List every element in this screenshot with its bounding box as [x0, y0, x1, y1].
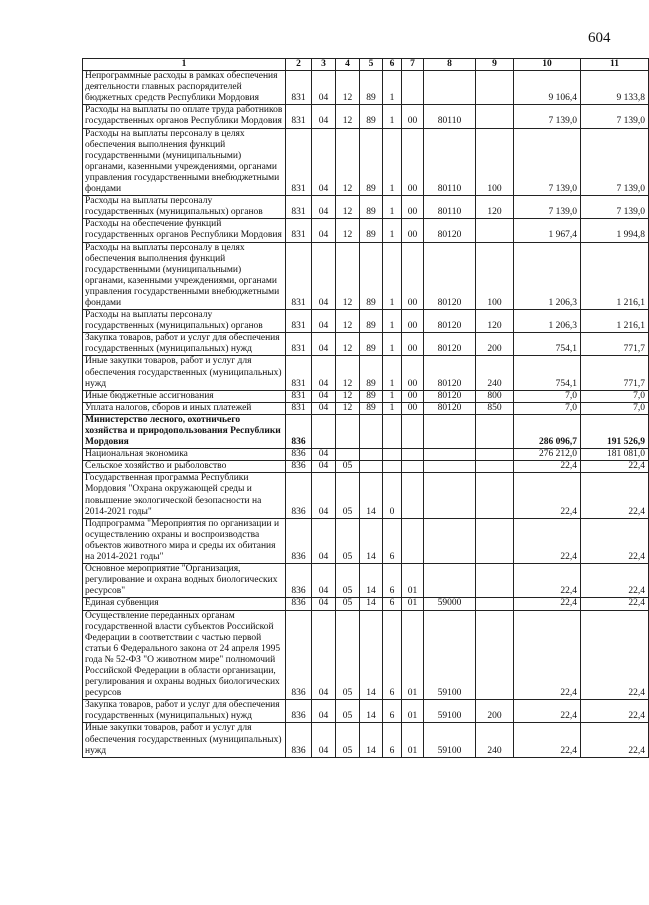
row-amount-year2: 22,4: [581, 564, 649, 598]
row-expense-type: 100: [476, 242, 514, 310]
row-subsection: 12: [336, 128, 360, 196]
row-subsection: 05: [336, 564, 360, 598]
row-subsection: 12: [336, 242, 360, 310]
row-expense-type: [476, 105, 514, 128]
row-expense-type: 200: [476, 700, 514, 723]
table-row: [83, 610, 649, 700]
row-subprogram: 6: [383, 700, 402, 723]
table-row: [83, 473, 649, 518]
row-code: 836: [286, 723, 312, 757]
table-row: [83, 402, 649, 414]
row-expense-type: 120: [476, 196, 514, 219]
table-row: [83, 105, 649, 128]
row-direction: 59100: [424, 610, 476, 700]
row-subprogram: 1: [383, 105, 402, 128]
row-subprogram: 1: [383, 390, 402, 402]
row-name: Единая субвенция: [83, 598, 286, 610]
row-code: 836: [286, 461, 312, 473]
row-name: Расходы на выплаты персоналу государственных (муниципальных) органов: [83, 310, 286, 333]
row-section: 04: [312, 461, 336, 473]
row-expense-type: [476, 449, 514, 461]
row-amount-year2: 191 526,9: [581, 414, 649, 448]
row-amount-year2: 1 994,8: [581, 219, 649, 242]
row-expense-type: [476, 414, 514, 448]
row-amount-year1: 22,4: [514, 564, 581, 598]
row-subprogram: 6: [383, 598, 402, 610]
row-program: 89: [360, 71, 383, 105]
row-subprogram: 1: [383, 196, 402, 219]
row-section: [312, 414, 336, 448]
column-header: 5: [360, 59, 383, 71]
column-header: 7: [402, 59, 424, 71]
row-activity: 00: [402, 219, 424, 242]
row-expense-type: [476, 219, 514, 242]
row-amount-year1: 1 967,4: [514, 219, 581, 242]
row-direction: 80120: [424, 390, 476, 402]
row-code: 836: [286, 473, 312, 518]
row-amount-year2: 22,4: [581, 723, 649, 757]
row-section: 04: [312, 105, 336, 128]
row-expense-type: [476, 610, 514, 700]
row-code: 831: [286, 402, 312, 414]
row-amount-year1: 286 096,7: [514, 414, 581, 448]
row-section: 04: [312, 71, 336, 105]
row-code: 836: [286, 449, 312, 461]
row-activity: 00: [402, 390, 424, 402]
row-activity: 00: [402, 128, 424, 196]
row-expense-type: [476, 473, 514, 518]
row-section: 04: [312, 598, 336, 610]
row-activity: 01: [402, 598, 424, 610]
row-subsection: 12: [336, 71, 360, 105]
row-subsection: 05: [336, 610, 360, 700]
row-code: 836: [286, 598, 312, 610]
row-activity: [402, 71, 424, 105]
row-name: Сельское хозяйство и рыболовство: [83, 461, 286, 473]
table-row: [83, 564, 649, 598]
row-amount-year2: 181 081,0: [581, 449, 649, 461]
row-subsection: [336, 449, 360, 461]
table-header-row: [83, 59, 649, 71]
row-expense-type: [476, 71, 514, 105]
row-direction: [424, 414, 476, 448]
table-row: [83, 196, 649, 219]
row-direction: 80120: [424, 356, 476, 390]
row-name: Осуществление переданных органам государственной власти субъектов Российской Федерации в соответствии с частью первой статьи 6 Федерального закона от 24 апреля 1995 года № 52-ФЗ "О животном мире" полномочий Российской Федерации в области организации, регулирования и охраны водных биологических ресурсов: [83, 610, 286, 700]
row-code: 831: [286, 333, 312, 356]
row-name: Расходы на обеспечение функций государственных органов Республики Мордовия: [83, 219, 286, 242]
row-program: 89: [360, 333, 383, 356]
row-amount-year2: 9 133,8: [581, 71, 649, 105]
row-code: 831: [286, 71, 312, 105]
row-direction: 80110: [424, 105, 476, 128]
table-row: [83, 71, 649, 105]
row-section: 04: [312, 196, 336, 219]
row-subsection: 05: [336, 700, 360, 723]
row-program: 89: [360, 402, 383, 414]
row-name: Расходы на выплаты по оплате труда работников государственных органов Республики Мордовия: [83, 105, 286, 128]
row-amount-year1: 22,4: [514, 598, 581, 610]
row-direction: 80110: [424, 128, 476, 196]
row-section: 04: [312, 723, 336, 757]
table-row: [83, 356, 649, 390]
column-header: 3: [312, 59, 336, 71]
row-expense-type: 100: [476, 128, 514, 196]
row-activity: 01: [402, 610, 424, 700]
row-activity: [402, 518, 424, 563]
row-amount-year1: 22,4: [514, 700, 581, 723]
row-direction: [424, 449, 476, 461]
row-activity: 00: [402, 196, 424, 219]
row-section: 04: [312, 310, 336, 333]
row-name: Основное мероприятие "Организация, регулирование и охрана водных биологических ресурсов": [83, 564, 286, 598]
row-amount-year1: 22,4: [514, 461, 581, 473]
row-program: 14: [360, 723, 383, 757]
row-subsection: 12: [336, 356, 360, 390]
row-activity: 01: [402, 700, 424, 723]
budget-table: [82, 58, 649, 758]
row-name: Государственная программа Республики Мордовия "Охрана окружающей среды и повышение экологической безопасности на 2014-2021 годы": [83, 473, 286, 518]
row-subprogram: 1: [383, 242, 402, 310]
row-amount-year1: 7 139,0: [514, 196, 581, 219]
row-subprogram: 6: [383, 610, 402, 700]
row-program: [360, 414, 383, 448]
row-code: 836: [286, 610, 312, 700]
row-direction: 80120: [424, 219, 476, 242]
row-subsection: 12: [336, 310, 360, 333]
row-amount-year2: 22,4: [581, 518, 649, 563]
row-subsection: 12: [336, 196, 360, 219]
row-section: 04: [312, 518, 336, 563]
row-section: 04: [312, 128, 336, 196]
row-activity: [402, 461, 424, 473]
row-subprogram: 0: [383, 473, 402, 518]
column-header: 10: [514, 59, 581, 71]
row-expense-type: [476, 564, 514, 598]
row-name: Непрограммные расходы в рамках обеспечения деятельности главных распорядителей бюджетных средств Республики Мордовия: [83, 71, 286, 105]
row-expense-type: [476, 461, 514, 473]
row-activity: [402, 449, 424, 461]
row-expense-type: 200: [476, 333, 514, 356]
table-row: [83, 414, 649, 448]
row-amount-year1: 7,0: [514, 390, 581, 402]
row-amount-year2: 7,0: [581, 402, 649, 414]
row-amount-year2: 7 139,0: [581, 105, 649, 128]
table-row: [83, 333, 649, 356]
row-expense-type: [476, 518, 514, 563]
row-amount-year1: 9 106,4: [514, 71, 581, 105]
row-expense-type: 240: [476, 723, 514, 757]
row-subprogram: 1: [383, 128, 402, 196]
row-activity: 01: [402, 564, 424, 598]
row-direction: 80120: [424, 402, 476, 414]
row-amount-year2: 22,4: [581, 598, 649, 610]
table-row: [83, 242, 649, 310]
row-subsection: 12: [336, 219, 360, 242]
row-name: Закупка товаров, работ и услуг для обеспечения государственных (муниципальных) нужд: [83, 700, 286, 723]
row-subsection: 05: [336, 598, 360, 610]
row-subprogram: 6: [383, 723, 402, 757]
table-row: [83, 310, 649, 333]
table-row: [83, 700, 649, 723]
row-code: 831: [286, 356, 312, 390]
row-section: 04: [312, 610, 336, 700]
row-section: 04: [312, 242, 336, 310]
row-activity: 00: [402, 310, 424, 333]
row-section: 04: [312, 402, 336, 414]
column-header: 9: [476, 59, 514, 71]
row-program: 89: [360, 390, 383, 402]
row-code: 831: [286, 105, 312, 128]
row-amount-year1: 22,4: [514, 518, 581, 563]
row-code: 831: [286, 310, 312, 333]
row-subprogram: 6: [383, 518, 402, 563]
table-row: [83, 219, 649, 242]
row-code: 831: [286, 390, 312, 402]
row-program: 14: [360, 564, 383, 598]
table-row: [83, 461, 649, 473]
row-program: 89: [360, 128, 383, 196]
row-subprogram: 1: [383, 219, 402, 242]
row-program: 89: [360, 356, 383, 390]
row-amount-year2: 22,4: [581, 700, 649, 723]
row-subprogram: 1: [383, 356, 402, 390]
row-subsection: 12: [336, 402, 360, 414]
row-direction: 59000: [424, 598, 476, 610]
row-activity: 00: [402, 242, 424, 310]
row-amount-year2: 771,7: [581, 356, 649, 390]
row-program: 89: [360, 310, 383, 333]
row-name: Иные бюджетные ассигнования: [83, 390, 286, 402]
row-amount-year1: 1 206,3: [514, 310, 581, 333]
row-amount-year1: 1 206,3: [514, 242, 581, 310]
row-program: 14: [360, 610, 383, 700]
row-activity: [402, 414, 424, 448]
row-subsection: [336, 414, 360, 448]
row-amount-year2: 1 216,1: [581, 310, 649, 333]
column-header: 1: [83, 59, 286, 71]
row-name: Расходы на выплаты персоналу государственных (муниципальных) органов: [83, 196, 286, 219]
row-program: 89: [360, 219, 383, 242]
row-activity: 00: [402, 402, 424, 414]
row-subprogram: [383, 449, 402, 461]
row-program: 14: [360, 598, 383, 610]
row-direction: 80120: [424, 333, 476, 356]
column-header: 11: [581, 59, 649, 71]
row-subsection: 12: [336, 333, 360, 356]
row-name: Уплата налогов, сборов и иных платежей: [83, 402, 286, 414]
table-row: [83, 518, 649, 563]
row-direction: [424, 473, 476, 518]
row-subsection: 05: [336, 473, 360, 518]
row-program: [360, 449, 383, 461]
row-expense-type: 800: [476, 390, 514, 402]
row-expense-type: [476, 598, 514, 610]
row-name: Иные закупки товаров, работ и услуг для обеспечения государственных (муниципальных) нужд: [83, 356, 286, 390]
row-amount-year1: 22,4: [514, 723, 581, 757]
row-amount-year2: 7 139,0: [581, 128, 649, 196]
row-name: Национальная экономика: [83, 449, 286, 461]
row-expense-type: 120: [476, 310, 514, 333]
row-name: Иные закупки товаров, работ и услуг для обеспечения государственных (муниципальных) нужд: [83, 723, 286, 757]
row-amount-year2: 22,4: [581, 473, 649, 518]
row-name: Расходы на выплаты персоналу в целях обеспечения выполнения функций государственными (муниципальными) органами, казенными учреждениями, органами управления государственными внебюджетными фондами: [83, 128, 286, 196]
row-program: 89: [360, 196, 383, 219]
row-amount-year2: 1 216,1: [581, 242, 649, 310]
column-header: 8: [424, 59, 476, 71]
row-amount-year1: 7 139,0: [514, 128, 581, 196]
row-activity: 00: [402, 105, 424, 128]
row-subsection: 05: [336, 518, 360, 563]
row-section: 04: [312, 449, 336, 461]
row-code: 831: [286, 128, 312, 196]
row-code: 836: [286, 564, 312, 598]
row-code: 836: [286, 518, 312, 563]
row-direction: 59100: [424, 723, 476, 757]
row-name: Закупка товаров, работ и услуг для обеспечения государственных (муниципальных) нужд: [83, 333, 286, 356]
row-section: 04: [312, 219, 336, 242]
row-amount-year2: 22,4: [581, 610, 649, 700]
row-direction: [424, 461, 476, 473]
row-amount-year1: 754,1: [514, 356, 581, 390]
row-amount-year2: 22,4: [581, 461, 649, 473]
row-activity: 00: [402, 333, 424, 356]
column-header: 4: [336, 59, 360, 71]
row-activity: [402, 473, 424, 518]
row-direction: [424, 564, 476, 598]
table-row: [83, 598, 649, 610]
row-section: 04: [312, 564, 336, 598]
row-name: Расходы на выплаты персоналу в целях обеспечения выполнения функций государственными (муниципальными) органами, казенными учреждениями, органами управления государственными внебюджетными фондами: [83, 242, 286, 310]
row-subprogram: [383, 461, 402, 473]
row-code: 831: [286, 242, 312, 310]
row-program: 14: [360, 473, 383, 518]
row-subprogram: 1: [383, 310, 402, 333]
row-direction: [424, 518, 476, 563]
row-subsection: 12: [336, 390, 360, 402]
row-amount-year1: 276 212,0: [514, 449, 581, 461]
table-row: [83, 128, 649, 196]
row-expense-type: 850: [476, 402, 514, 414]
table-row: [83, 723, 649, 757]
row-section: 04: [312, 356, 336, 390]
row-activity: 01: [402, 723, 424, 757]
row-subprogram: [383, 414, 402, 448]
row-subprogram: 1: [383, 333, 402, 356]
row-section: 04: [312, 390, 336, 402]
row-amount-year2: 7 139,0: [581, 196, 649, 219]
row-subprogram: 1: [383, 71, 402, 105]
row-expense-type: 240: [476, 356, 514, 390]
row-amount-year1: 7,0: [514, 402, 581, 414]
row-code: 836: [286, 700, 312, 723]
row-name: Министерство лесного, охотничьего хозяйства и природопользования Республики Мордовия: [83, 414, 286, 448]
row-subsection: 05: [336, 723, 360, 757]
row-direction: [424, 71, 476, 105]
row-code: 836: [286, 414, 312, 448]
row-subsection: 05: [336, 461, 360, 473]
row-program: 14: [360, 518, 383, 563]
row-program: [360, 461, 383, 473]
table-row: [83, 390, 649, 402]
row-code: 831: [286, 219, 312, 242]
row-direction: 80110: [424, 196, 476, 219]
row-section: 04: [312, 700, 336, 723]
page-number: 604: [588, 30, 611, 46]
row-direction: 80120: [424, 310, 476, 333]
table-row: [83, 449, 649, 461]
column-header: 6: [383, 59, 402, 71]
row-name: Подпрограмма "Мероприятия по организации и осуществлению охраны и воспроизводства объектов животного мира и среды их обитания на 2014-2021 годы": [83, 518, 286, 563]
row-direction: 59100: [424, 700, 476, 723]
column-header: 2: [286, 59, 312, 71]
row-subprogram: 6: [383, 564, 402, 598]
row-program: 89: [360, 242, 383, 310]
row-code: 831: [286, 196, 312, 219]
row-section: 04: [312, 473, 336, 518]
row-program: 89: [360, 105, 383, 128]
row-amount-year2: 7,0: [581, 390, 649, 402]
row-amount-year1: 7 139,0: [514, 105, 581, 128]
row-amount-year1: 754,1: [514, 333, 581, 356]
row-amount-year1: 22,4: [514, 610, 581, 700]
row-subsection: 12: [336, 105, 360, 128]
row-program: 14: [360, 700, 383, 723]
row-amount-year2: 771,7: [581, 333, 649, 356]
row-amount-year1: 22,4: [514, 473, 581, 518]
row-activity: 00: [402, 356, 424, 390]
row-subprogram: 1: [383, 402, 402, 414]
row-section: 04: [312, 333, 336, 356]
row-direction: 80120: [424, 242, 476, 310]
